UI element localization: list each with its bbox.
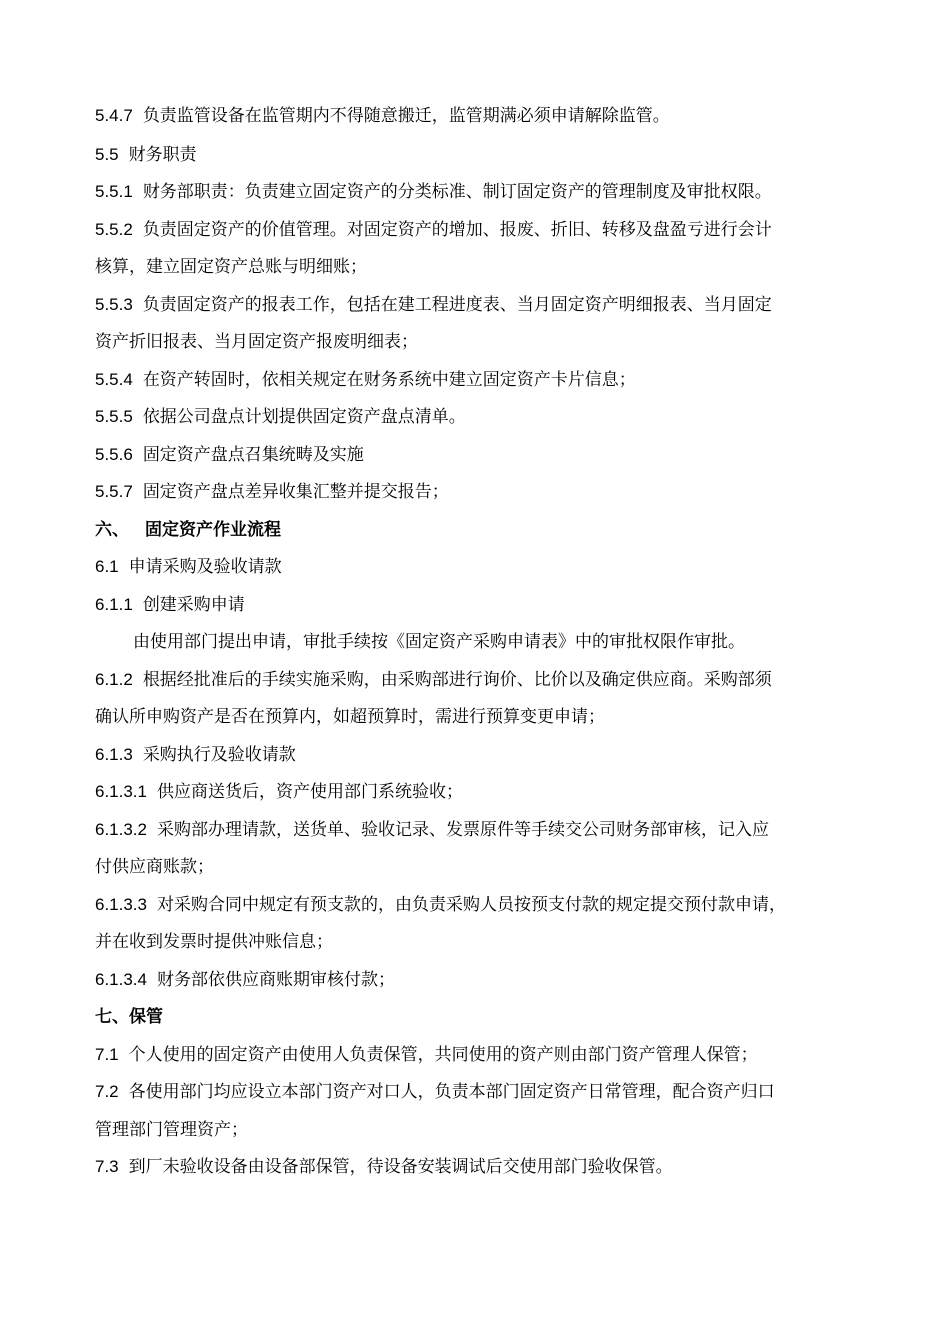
heading-section-7: 七、保管 [95, 1007, 163, 1027]
clause-5-5-1: 5.5.1 财务部职责：负责建立固定资产的分类标准、制订固定资产的管理制度及审批权限。 [95, 182, 772, 202]
clause-6-1-2-cont: 确认所申购资产是否在预算内，如超预算时，需进行预算变更申请； [95, 707, 605, 727]
clause-5-5-3-cont: 资产折旧报表、当月固定资产报废明细表； [95, 332, 418, 352]
clause-6-1-3-2: 6.1.3.2 采购部办理请款，送货单、验收记录、发票原件等手续交公司财务部审核，记入应 [95, 820, 769, 840]
clause-6-1-3-4: 6.1.3.4 财务部依供应商账期审核付款； [95, 970, 395, 990]
clause-5-5-6: 5.5.6 固定资产盘点召集统畴及实施 [95, 445, 364, 465]
section-6-1: 6.1 申请采购及验收请款 [95, 557, 282, 577]
clause-5-5-7: 5.5.7 固定资产盘点差异收集汇整并提交报告； [95, 482, 449, 502]
clause-5-5-2: 5.5.2 负责固定资产的价值管理。对固定资产的增加、报废、折旧、转移及盘盈亏进行会计 [95, 220, 772, 240]
clause-5-5-3: 5.5.3 负责固定资产的报表工作，包括在建工程进度表、当月固定资产明细报表、当月固定 [95, 295, 772, 315]
section-5-5: 5.5 财务职责 [95, 145, 197, 165]
clause-5-5-4: 5.5.4 在资产转固时，依相关规定在财务系统中建立固定资产卡片信息； [95, 370, 636, 390]
clause-6-1-2: 6.1.2 根据经批准后的手续实施采购，由采购部进行询价、比价以及确定供应商。采购部须 [95, 670, 772, 690]
clause-5-5-5: 5.5.5 依据公司盘点计划提供固定资产盘点清单。 [95, 407, 466, 427]
clause-6-1-3: 6.1.3 采购执行及验收请款 [95, 745, 296, 765]
clause-7-3: 7.3 到厂未验收设备由设备部保管，待设备安装调试后交使用部门验收保管。 [95, 1157, 673, 1177]
clause-5-5-2-cont: 核算，建立固定资产总账与明细账； [95, 257, 367, 277]
clause-6-1-3-3-cont: 并在收到发票时提供冲账信息； [95, 932, 333, 952]
clause-5-4-7: 5.4.7 负责监管设备在监管期内不得随意搬迁，监管期满必须申请解除监管。 [95, 106, 670, 126]
clause-7-2-cont: 管理部门管理资产； [95, 1120, 248, 1140]
clause-6-1-3-2-cont: 付供应商账款； [95, 857, 214, 877]
clause-6-1-1: 6.1.1 创建采购申请 [95, 595, 245, 615]
clause-6-1-3-3: 6.1.3.3 对采购合同中规定有预支款的，由负责采购人员按预支付款的规定提交预付款申请， [95, 895, 786, 915]
clause-6-1-3-1: 6.1.3.1 供应商送货后，资产使用部门系统验收； [95, 782, 463, 802]
clause-7-2: 7.2 各使用部门均应设立本部门资产对口人，负责本部门固定资产日常管理，配合资产归口 [95, 1082, 775, 1102]
clause-6-1-1-body: 由使用部门提出申请，审批手续按《固定资产采购申请表》中的审批权限作审批。 [133, 632, 745, 652]
heading-section-6: 六、 固定资产作业流程 [95, 520, 281, 540]
clause-7-1: 7.1 个人使用的固定资产由使用人负责保管，共同使用的资产则由部门资产管理人保管； [95, 1045, 758, 1065]
